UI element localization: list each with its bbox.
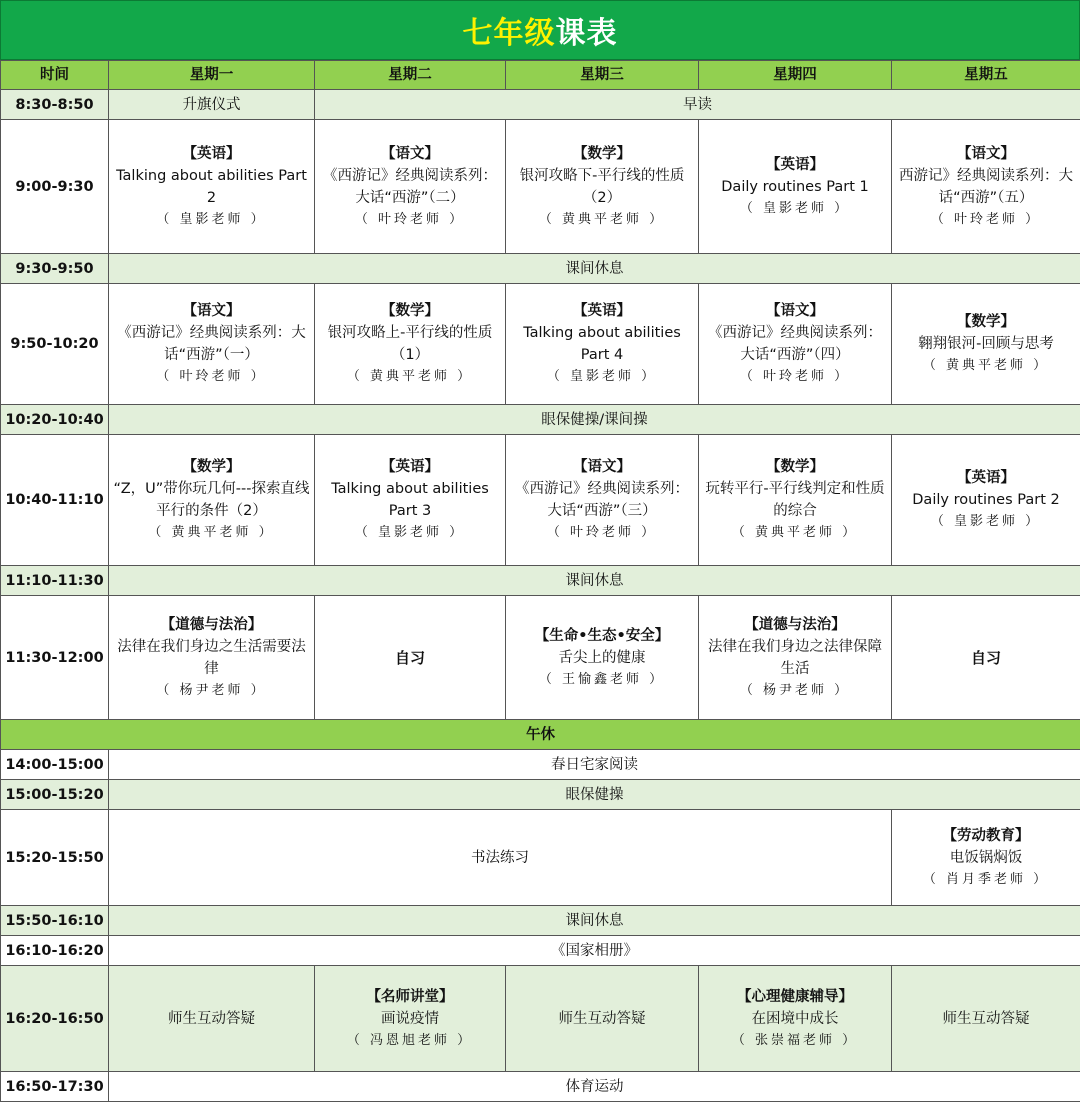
time-cell: 10:20-10:40 [1,405,109,435]
table-row [1,435,1080,566]
subject: 【名师讲堂】 [366,988,454,1005]
table-row [1,90,1080,120]
table-row [1,1072,1080,1102]
qa-cell: 师生互动答疑 [892,966,1080,1072]
header-tue: 星期二 [315,61,506,90]
teacher: （ 叶玲老师 ） [546,525,658,540]
teacher: （ 叶玲老师 ） [156,369,267,384]
time-cell: 16:20-16:50 [1,966,109,1072]
time-cell: 9:30-9:50 [1,254,109,284]
class-cell [506,284,699,405]
table-row [1,966,1080,1072]
teacher: （ 皇影老师 ） [930,514,1042,529]
topic: Talking about abilities Part 3 [331,481,489,519]
topic: “Z，U”带你玩几何---探索直线平行的条件（2） [113,481,310,519]
topic: 《西游记》经典阅读系列：大话“西游”（四） [708,325,882,363]
teacher: （ 皇影老师 ） [546,369,658,384]
time-cell: 8:30-8:50 [1,90,109,120]
class-cell [699,284,892,405]
subject: 【英语】 [766,156,824,173]
activity-cell: 书法练习 [109,810,892,906]
topic: 在困境中成长 [751,1010,839,1027]
subject: 【劳动教育】 [942,827,1030,844]
header-time: 时间 [1,61,109,90]
title-schedule: 课表 [555,16,618,51]
time-cell: 11:30-12:00 [1,596,109,720]
class-cell [109,435,315,566]
teacher: （ 叶玲老师 ） [354,211,466,227]
table-row [1,810,1080,906]
activity-cell: 课间休息 [109,566,1080,596]
class-cell [109,284,315,405]
subject: 【语文】 [766,303,824,319]
class-cell [892,120,1080,254]
subject: 【语文】 [182,303,241,319]
table-row [1,720,1080,750]
class-cell [315,284,506,405]
class-cell [506,120,699,254]
subject: 【英语】 [381,459,439,475]
class-cell [506,596,699,720]
qa-cell: 师生互动答疑 [109,966,315,1072]
teacher: （ 黄典平老师 ） [346,369,474,384]
activity-cell: 眼保健操 [109,780,1080,810]
table-row [1,284,1080,405]
topic: 银河攻略下-平行线的性质（2） [519,167,685,206]
activity-cell: 早读 [315,90,1080,120]
table-row [1,936,1080,966]
subject: 【数学】 [766,459,824,475]
class-cell [699,435,892,566]
subject: 【道德与法治】 [160,616,263,633]
time-cell: 9:00-9:30 [1,120,109,254]
table-row [1,254,1080,284]
class-cell [892,810,1080,906]
topic: 《西游记》经典阅读系列：大话“西游”（二） [323,167,497,206]
activity-cell: 课间休息 [109,906,1080,936]
topic: Daily routines Part 1 [721,178,869,195]
topic: 玩转平行-平行线判定和性质的综合 [705,481,885,519]
teacher: （ 王愉鑫老师 ） [538,671,666,687]
activity-cell: 春日宅家阅读 [109,750,1080,780]
teacher: （ 叶玲老师 ） [739,369,851,384]
time-cell: 10:40-11:10 [1,435,109,566]
teacher: （ 张崇福老师 ） [731,1032,859,1048]
time-cell: 15:00-15:20 [1,780,109,810]
table-row [1,596,1080,720]
subject: 【生命•生态•安全】 [534,627,670,644]
teacher: （ 肖月季老师 ） [922,871,1050,887]
title-grade: 七年级 [462,16,556,51]
teacher: （ 黄典平老师 ） [922,358,1050,373]
class-cell [109,596,315,720]
class-cell [315,966,506,1072]
class-cell [506,435,699,566]
topic: Daily routines Part 2 [912,492,1060,508]
schedule-table [0,60,1080,1102]
subject: 【数学】 [381,303,439,319]
time-cell: 16:10-16:20 [1,936,109,966]
subject: 【英语】 [957,470,1015,486]
time-cell: 14:00-15:00 [1,750,109,780]
subject: 【数学】 [573,145,631,162]
teacher: （ 皇影老师 ） [354,525,466,540]
subject: 【语文】 [573,459,631,475]
class-cell [315,120,506,254]
header-mon: 星期一 [109,61,315,90]
time-cell: 9:50-10:20 [1,284,109,405]
self-study-cell: 自习 [892,596,1080,720]
table-row [1,566,1080,596]
header-thu: 星期四 [699,61,892,90]
class-cell [699,596,892,720]
activity-cell: 《国家相册》 [109,936,1080,966]
teacher: （ 皇影老师 ） [156,211,267,227]
table-row [1,750,1080,780]
topic: 法律在我们身边之生活需要法律 [117,638,306,677]
time-cell: 11:10-11:30 [1,566,109,596]
activity-cell: 体育运动 [109,1072,1080,1102]
class-cell [109,120,315,254]
topic: 《西游记》经典阅读系列：大话“西游”（三） [515,481,689,519]
topic: Talking about abilities Part 4 [523,325,681,363]
header-row [1,61,1080,90]
time-cell: 15:50-16:10 [1,906,109,936]
subject: 【语文】 [381,145,439,162]
topic: 画说疫情 [381,1010,439,1027]
subject: 【数学】 [957,314,1015,330]
teacher: （ 黄典平老师 ） [731,525,859,540]
table-row [1,780,1080,810]
header-fri: 星期五 [892,61,1080,90]
topic: 西游记》经典阅读系列：大话“西游”（五） [899,167,1073,206]
class-cell [699,966,892,1072]
lunch-break-row: 午休 [1,720,1080,750]
class-cell [892,284,1080,405]
self-study-cell: 自习 [315,596,506,720]
teacher: （ 黄典平老师 ） [538,211,666,227]
time-cell: 16:50-17:30 [1,1072,109,1102]
activity-cell: 眼保健操/课间操 [109,405,1080,435]
topic: Talking about abilities Part 2 [116,167,307,206]
topic: 银河攻略上-平行线的性质（1） [327,325,493,363]
topic: 翱翔银河-回顾与思考 [918,336,1054,352]
time-cell: 15:20-15:50 [1,810,109,906]
subject: 【语文】 [957,145,1015,162]
subject: 【心理健康辅导】 [737,988,853,1005]
table-row [1,120,1080,254]
topic: 舌尖上的健康 [558,649,646,666]
activity-cell: 升旗仪式 [109,90,315,120]
class-cell [315,435,506,566]
teacher: （ 黄典平老师 ） [148,525,275,540]
teacher: （ 冯恩旭老师 ） [346,1032,474,1048]
subject: 【数学】 [182,459,241,475]
topic: 《西游记》经典阅读系列：大话“西游”（一） [117,325,306,363]
schedule-title [0,0,1080,60]
table-row [1,405,1080,435]
activity-cell: 课间休息 [109,254,1080,284]
class-cell [699,120,892,254]
teacher: （ 杨尹老师 ） [156,682,267,698]
qa-cell: 师生互动答疑 [506,966,699,1072]
subject: 【英语】 [573,303,631,319]
teacher: （ 皇影老师 ） [739,200,851,216]
subject: 【道德与法治】 [744,616,846,633]
topic: 法律在我们身边之法律保障生活 [708,638,882,677]
teacher: （ 叶玲老师 ） [930,211,1042,227]
subject: 【英语】 [182,145,241,162]
topic: 电饭锅焖饭 [949,849,1023,866]
table-row [1,906,1080,936]
class-cell [892,435,1080,566]
header-wed: 星期三 [506,61,699,90]
teacher: （ 杨尹老师 ） [739,682,851,698]
